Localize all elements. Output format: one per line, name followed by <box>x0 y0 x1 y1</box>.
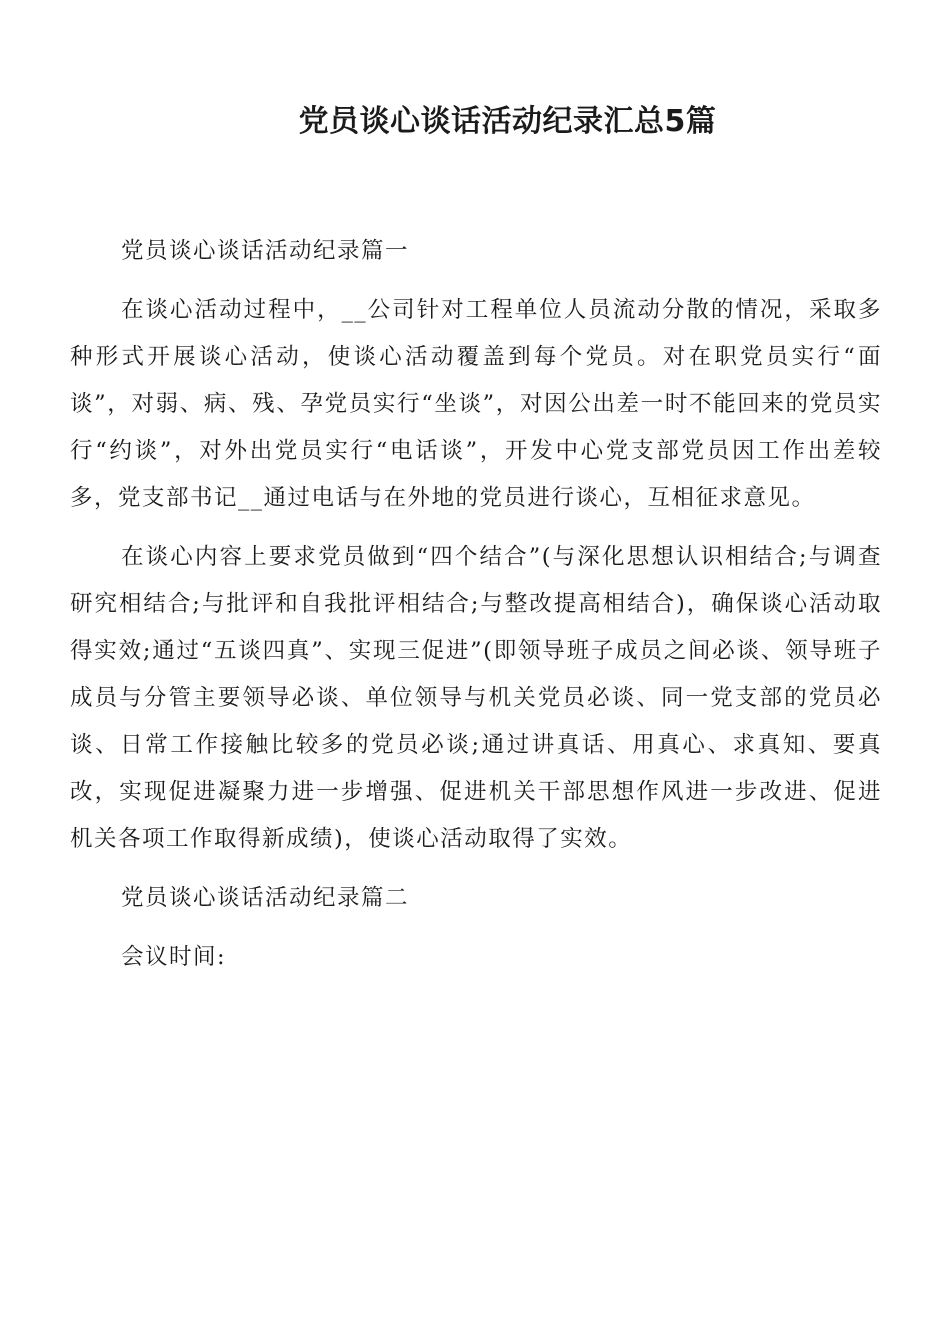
document-title: 党员谈心谈话活动纪录汇总5篇 <box>298 104 717 139</box>
body-paragraph-2: 在谈心内容上要求党员做到“四个结合”(与深化思想认识相结合;与调查研究相结合;与批评和自我批评相结合;与整改提高相结合)，确保谈心活动取得实效;通过“五谈四真”、实现三促进”(即领导班子成员之间必谈、领导班子成员与分管主要领导必谈、单位领导与机关党员必谈、同一党支部的党员必谈、日常工作接触比较多的党员必谈;通过讲真话、用真心、求真知、要真改，实现促进凝聚力进一步增强、促进机关干部思想作风进一步改进、促进机关各项工作取得新成绩)，使谈心活动取得了实效。 <box>70 544 882 852</box>
document-body <box>70 228 882 993</box>
meeting-time-label: 会议时间: <box>121 944 227 970</box>
section-heading-1: 党员谈心谈话活动纪录篇一 <box>121 238 410 264</box>
section-heading-2: 党员谈心谈话活动纪录篇二 <box>121 885 410 911</box>
body-paragraph-1: 在谈心活动过程中，__公司针对工程单位人员流动分散的情况，采取多种形式开展谈心活动，使谈心活动覆盖到每个党员。对在职党员实行“面谈”，对弱、病、残、孕党员实行“坐谈”，对因公出差一时不能回来的党员实行“约谈”，对外出党员实行“电话谈”，开发中心党支部党员因工作出差较多，党支部书记__通过电话与在外地的党员进行谈心，互相征求意见。 <box>70 297 882 511</box>
